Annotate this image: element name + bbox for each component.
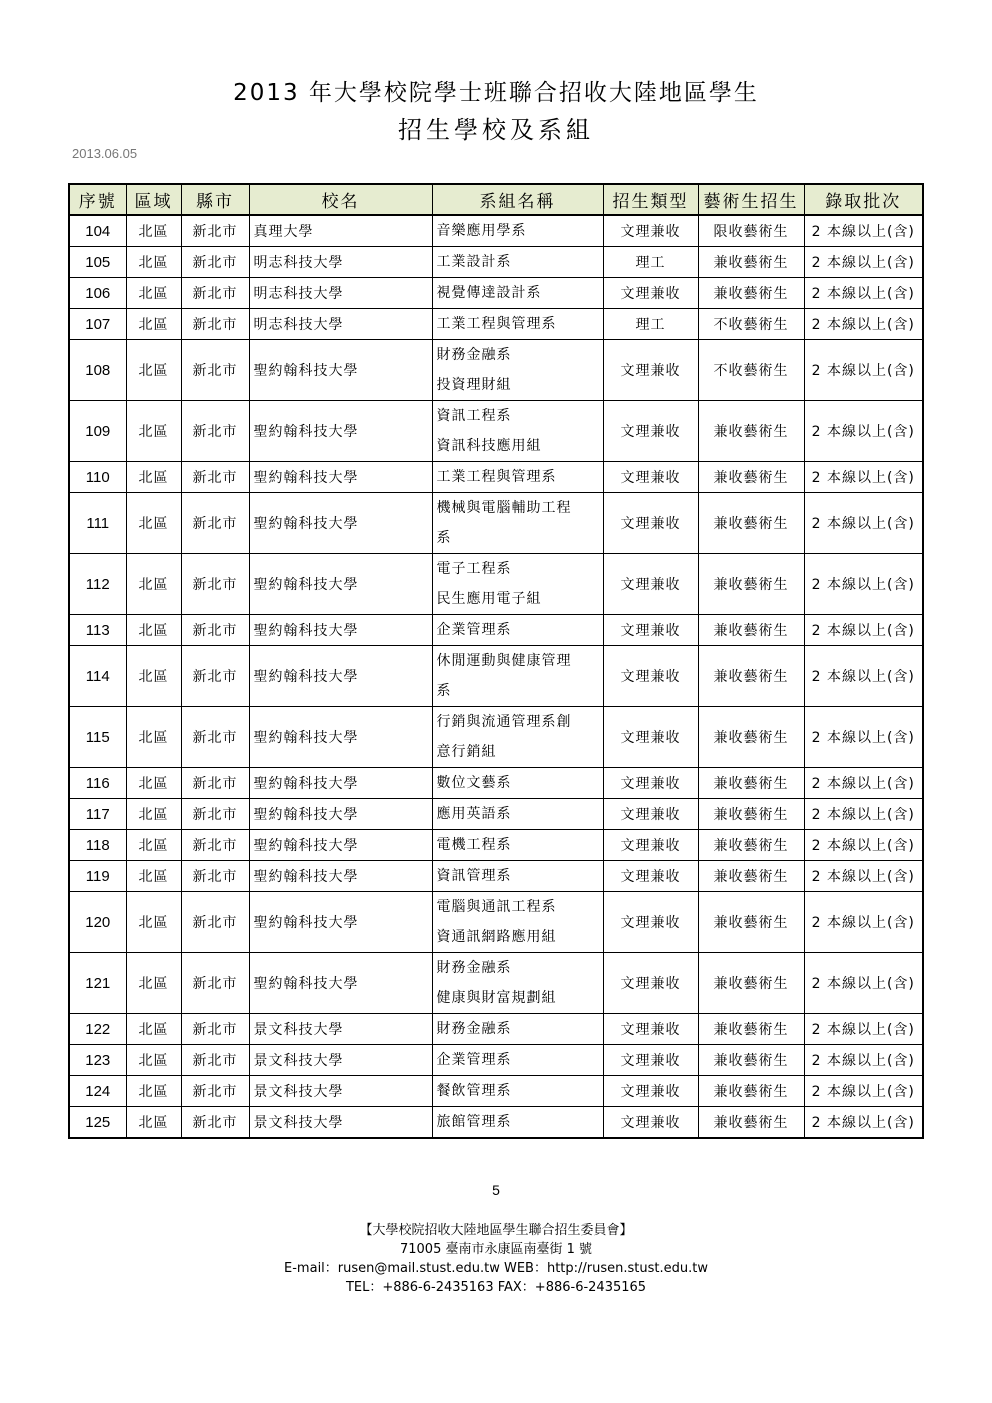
cell-department (432, 1107, 603, 1139)
cell-art: 兼收藝術生 (698, 830, 804, 861)
table-row (69, 861, 923, 892)
column-header: 校名 (249, 184, 432, 215)
department-line: 電子工程系 (436, 561, 512, 577)
cell-city: 新北市 (181, 462, 249, 493)
cell-serial: 124 (69, 1076, 126, 1107)
footer-tel-fax: TEL：+886-6-2435163 FAX：+886-6-2435165 (345, 1280, 647, 1295)
cell-type: 文理兼收 (603, 1045, 698, 1076)
cell-city: 新北市 (181, 892, 249, 953)
cell-batch: 2 本線以上(含) (804, 799, 923, 830)
cell-city: 新北市 (181, 1014, 249, 1045)
cell-type: 文理兼收 (603, 646, 698, 707)
footer-email-web: E-mail：rusen@mail.stust.edu.tw WEB：http://rusen.stust.edu.tw (284, 1261, 708, 1276)
cell-serial: 123 (69, 1045, 126, 1076)
table-row (69, 401, 923, 462)
cell-batch: 2 本線以上(含) (804, 309, 923, 340)
cell-art: 兼收藝術生 (698, 707, 804, 768)
cell-serial: 118 (69, 830, 126, 861)
cell-batch: 2 本線以上(含) (804, 1014, 923, 1045)
cell-department (432, 707, 603, 768)
cell-batch: 2 本線以上(含) (804, 462, 923, 493)
cell-school: 聖約翰科技大學 (249, 892, 432, 953)
cell-art: 兼收藝術生 (698, 493, 804, 554)
table-row (69, 768, 923, 799)
column-header: 縣市 (181, 184, 249, 215)
cell-batch: 2 本線以上(含) (804, 830, 923, 861)
cell-school: 真理大學 (249, 215, 432, 247)
cell-region: 北區 (126, 1107, 181, 1139)
cell-art: 兼收藝術生 (698, 892, 804, 953)
cell-art: 兼收藝術生 (698, 1107, 804, 1139)
cell-batch: 2 本線以上(含) (804, 340, 923, 401)
cell-type: 文理兼收 (603, 215, 698, 247)
cell-school: 聖約翰科技大學 (249, 953, 432, 1014)
cell-city: 新北市 (181, 830, 249, 861)
department-line: 健康與財富規劃組 (436, 990, 557, 1006)
cell-serial: 115 (69, 707, 126, 768)
cell-art: 不收藝術生 (698, 340, 804, 401)
cell-art: 兼收藝術生 (698, 554, 804, 615)
department-line: 工業工程與管理系 (436, 469, 557, 485)
department-line: 機械與電腦輔助工程 (436, 500, 572, 516)
cell-type: 文理兼收 (603, 1076, 698, 1107)
schools-table (68, 183, 924, 1139)
cell-city: 新北市 (181, 215, 249, 247)
cell-city: 新北市 (181, 1107, 249, 1139)
column-header: 招生類型 (603, 184, 698, 215)
cell-serial: 116 (69, 768, 126, 799)
cell-city: 新北市 (181, 646, 249, 707)
cell-city: 新北市 (181, 278, 249, 309)
cell-batch: 2 本線以上(含) (804, 1076, 923, 1107)
cell-serial: 120 (69, 892, 126, 953)
cell-type: 文理兼收 (603, 401, 698, 462)
cell-department (432, 247, 603, 278)
cell-serial: 125 (69, 1107, 126, 1139)
department-line: 財務金融系 (436, 960, 512, 976)
cell-region: 北區 (126, 830, 181, 861)
cell-city: 新北市 (181, 861, 249, 892)
table-header-row (69, 184, 923, 215)
cell-school: 明志科技大學 (249, 278, 432, 309)
page-number: 5 (492, 1182, 500, 1198)
table-row (69, 830, 923, 861)
cell-art: 兼收藝術生 (698, 799, 804, 830)
cell-school: 景文科技大學 (249, 1045, 432, 1076)
table-row (69, 215, 923, 247)
department-line: 企業管理系 (436, 1052, 512, 1068)
cell-school: 聖約翰科技大學 (249, 768, 432, 799)
cell-region: 北區 (126, 799, 181, 830)
cell-region: 北區 (126, 215, 181, 247)
cell-region: 北區 (126, 278, 181, 309)
department-line: 電腦與通訊工程系 (436, 899, 557, 915)
cell-department (432, 861, 603, 892)
cell-type: 文理兼收 (603, 892, 698, 953)
cell-batch: 2 本線以上(含) (804, 768, 923, 799)
cell-art: 兼收藝術生 (698, 861, 804, 892)
cell-region: 北區 (126, 768, 181, 799)
cell-school: 聖約翰科技大學 (249, 554, 432, 615)
cell-type: 文理兼收 (603, 707, 698, 768)
column-header: 序號 (69, 184, 126, 215)
cell-batch: 2 本線以上(含) (804, 1107, 923, 1139)
cell-batch: 2 本線以上(含) (804, 646, 923, 707)
cell-type: 文理兼收 (603, 1107, 698, 1139)
cell-school: 聖約翰科技大學 (249, 401, 432, 462)
cell-art: 兼收藝術生 (698, 462, 804, 493)
cell-batch: 2 本線以上(含) (804, 615, 923, 646)
cell-department (432, 215, 603, 247)
cell-serial: 113 (69, 615, 126, 646)
cell-art: 兼收藝術生 (698, 247, 804, 278)
cell-serial: 108 (69, 340, 126, 401)
cell-batch: 2 本線以上(含) (804, 215, 923, 247)
cell-serial: 111 (69, 493, 126, 554)
department-line: 資訊管理系 (436, 868, 512, 884)
column-header: 系組名稱 (432, 184, 603, 215)
department-line: 應用英語系 (436, 806, 512, 822)
table-row (69, 554, 923, 615)
cell-school: 聖約翰科技大學 (249, 340, 432, 401)
cell-serial: 112 (69, 554, 126, 615)
department-line: 工業設計系 (436, 254, 512, 270)
cell-type: 文理兼收 (603, 799, 698, 830)
cell-type: 文理兼收 (603, 615, 698, 646)
cell-city: 新北市 (181, 401, 249, 462)
cell-department (432, 462, 603, 493)
cell-department (432, 340, 603, 401)
column-header: 區域 (126, 184, 181, 215)
table-row (69, 340, 923, 401)
department-line: 電機工程系 (436, 837, 512, 853)
table-row (69, 462, 923, 493)
cell-region: 北區 (126, 493, 181, 554)
department-line: 投資理財組 (436, 377, 512, 393)
table-row (69, 1107, 923, 1139)
cell-department (432, 554, 603, 615)
cell-region: 北區 (126, 401, 181, 462)
cell-school: 景文科技大學 (249, 1076, 432, 1107)
cell-type: 理工 (603, 247, 698, 278)
column-header: 錄取批次 (804, 184, 923, 215)
cell-type: 理工 (603, 309, 698, 340)
department-line: 行銷與流通管理系創 (436, 714, 572, 730)
cell-school: 聖約翰科技大學 (249, 493, 432, 554)
cell-art: 兼收藝術生 (698, 615, 804, 646)
table-row (69, 1076, 923, 1107)
cell-region: 北區 (126, 247, 181, 278)
cell-art: 兼收藝術生 (698, 768, 804, 799)
cell-serial: 106 (69, 278, 126, 309)
cell-city: 新北市 (181, 247, 249, 278)
cell-serial: 117 (69, 799, 126, 830)
cell-school: 聖約翰科技大學 (249, 462, 432, 493)
cell-city: 新北市 (181, 1076, 249, 1107)
cell-school: 聖約翰科技大學 (249, 830, 432, 861)
table-row (69, 707, 923, 768)
department-line: 工業工程與管理系 (436, 316, 557, 332)
table-body (69, 215, 923, 1138)
cell-type: 文理兼收 (603, 1014, 698, 1045)
cell-art: 兼收藝術生 (698, 1045, 804, 1076)
cell-batch: 2 本線以上(含) (804, 1045, 923, 1076)
table-row (69, 247, 923, 278)
cell-region: 北區 (126, 892, 181, 953)
cell-department (432, 401, 603, 462)
cell-region: 北區 (126, 1014, 181, 1045)
cell-school: 明志科技大學 (249, 247, 432, 278)
cell-department (432, 278, 603, 309)
table-row (69, 615, 923, 646)
cell-art: 兼收藝術生 (698, 278, 804, 309)
department-line: 數位文藝系 (436, 775, 512, 791)
cell-region: 北區 (126, 462, 181, 493)
document-title: 2013 年大學校院學士班聯合招收大陸地區學生 (233, 80, 759, 106)
cell-region: 北區 (126, 340, 181, 401)
cell-department (432, 830, 603, 861)
cell-city: 新北市 (181, 615, 249, 646)
cell-department (432, 1045, 603, 1076)
cell-city: 新北市 (181, 554, 249, 615)
cell-art: 兼收藝術生 (698, 401, 804, 462)
cell-department (432, 953, 603, 1014)
cell-serial: 110 (69, 462, 126, 493)
table-row (69, 646, 923, 707)
cell-type: 文理兼收 (603, 861, 698, 892)
department-line: 財務金融系 (436, 347, 512, 363)
department-line: 音樂應用學系 (436, 223, 527, 239)
table-row (69, 953, 923, 1014)
cell-serial: 121 (69, 953, 126, 1014)
cell-city: 新北市 (181, 309, 249, 340)
cell-type: 文理兼收 (603, 278, 698, 309)
cell-serial: 105 (69, 247, 126, 278)
cell-region: 北區 (126, 615, 181, 646)
cell-serial: 119 (69, 861, 126, 892)
table-row (69, 1014, 923, 1045)
department-line: 資通訊網路應用組 (436, 929, 557, 945)
cell-type: 文理兼收 (603, 554, 698, 615)
cell-school: 聖約翰科技大學 (249, 615, 432, 646)
document-subtitle: 招生學校及系組 (398, 116, 594, 144)
cell-department (432, 768, 603, 799)
cell-city: 新北市 (181, 799, 249, 830)
cell-department (432, 309, 603, 340)
cell-department (432, 1014, 603, 1045)
cell-region: 北區 (126, 1045, 181, 1076)
department-line: 旅館管理系 (436, 1114, 512, 1130)
cell-batch: 2 本線以上(含) (804, 493, 923, 554)
cell-serial: 109 (69, 401, 126, 462)
cell-serial: 104 (69, 215, 126, 247)
department-line: 意行銷組 (436, 744, 497, 760)
table-row (69, 309, 923, 340)
department-line: 餐飲管理系 (436, 1083, 512, 1099)
cell-type: 文理兼收 (603, 462, 698, 493)
cell-city: 新北市 (181, 953, 249, 1014)
column-header: 藝術生招生 (698, 184, 804, 215)
table-row (69, 493, 923, 554)
department-line: 民生應用電子組 (436, 591, 542, 607)
cell-batch: 2 本線以上(含) (804, 278, 923, 309)
footer-address: 71005 臺南市永康區南臺街 1 號 (399, 1242, 593, 1257)
cell-art: 兼收藝術生 (698, 1014, 804, 1045)
footer-org: 【大學校院招收大陸地區學生聯合招生委員會】 (359, 1223, 633, 1238)
department-line: 資訊科技應用組 (436, 438, 542, 454)
cell-region: 北區 (126, 309, 181, 340)
department-line: 系 (436, 683, 452, 699)
cell-batch: 2 本線以上(含) (804, 707, 923, 768)
document-date: 2013.06.05 (72, 146, 138, 161)
cell-city: 新北市 (181, 493, 249, 554)
cell-department (432, 799, 603, 830)
cell-serial: 114 (69, 646, 126, 707)
cell-batch: 2 本線以上(含) (804, 401, 923, 462)
department-line: 資訊工程系 (436, 408, 512, 424)
table-row (69, 892, 923, 953)
cell-region: 北區 (126, 861, 181, 892)
department-line: 視覺傳達設計系 (436, 285, 542, 301)
cell-region: 北區 (126, 1076, 181, 1107)
cell-school: 聖約翰科技大學 (249, 861, 432, 892)
cell-batch: 2 本線以上(含) (804, 892, 923, 953)
department-line: 休閒運動與健康管理 (436, 653, 572, 669)
department-line: 財務金融系 (436, 1021, 512, 1037)
department-line: 系 (436, 530, 452, 546)
cell-region: 北區 (126, 554, 181, 615)
cell-department (432, 646, 603, 707)
cell-department (432, 892, 603, 953)
cell-batch: 2 本線以上(含) (804, 953, 923, 1014)
cell-department (432, 1076, 603, 1107)
cell-region: 北區 (126, 953, 181, 1014)
cell-department (432, 493, 603, 554)
cell-art: 兼收藝術生 (698, 953, 804, 1014)
table-row (69, 799, 923, 830)
cell-school: 聖約翰科技大學 (249, 707, 432, 768)
cell-school: 聖約翰科技大學 (249, 799, 432, 830)
cell-serial: 122 (69, 1014, 126, 1045)
cell-school: 景文科技大學 (249, 1107, 432, 1139)
cell-batch: 2 本線以上(含) (804, 554, 923, 615)
cell-type: 文理兼收 (603, 493, 698, 554)
cell-art: 不收藝術生 (698, 309, 804, 340)
cell-type: 文理兼收 (603, 953, 698, 1014)
cell-school: 聖約翰科技大學 (249, 646, 432, 707)
cell-city: 新北市 (181, 340, 249, 401)
cell-batch: 2 本線以上(含) (804, 247, 923, 278)
cell-type: 文理兼收 (603, 768, 698, 799)
table-row (69, 1045, 923, 1076)
cell-art: 兼收藝術生 (698, 646, 804, 707)
cell-serial: 107 (69, 309, 126, 340)
cell-department (432, 615, 603, 646)
cell-type: 文理兼收 (603, 340, 698, 401)
cell-city: 新北市 (181, 707, 249, 768)
footer (0, 1221, 992, 1297)
cell-art: 限收藝術生 (698, 215, 804, 247)
cell-batch: 2 本線以上(含) (804, 861, 923, 892)
table-row (69, 278, 923, 309)
cell-school: 明志科技大學 (249, 309, 432, 340)
cell-region: 北區 (126, 646, 181, 707)
cell-region: 北區 (126, 707, 181, 768)
cell-city: 新北市 (181, 768, 249, 799)
cell-city: 新北市 (181, 1045, 249, 1076)
cell-type: 文理兼收 (603, 830, 698, 861)
cell-school: 景文科技大學 (249, 1014, 432, 1045)
cell-art: 兼收藝術生 (698, 1076, 804, 1107)
department-line: 企業管理系 (436, 622, 512, 638)
